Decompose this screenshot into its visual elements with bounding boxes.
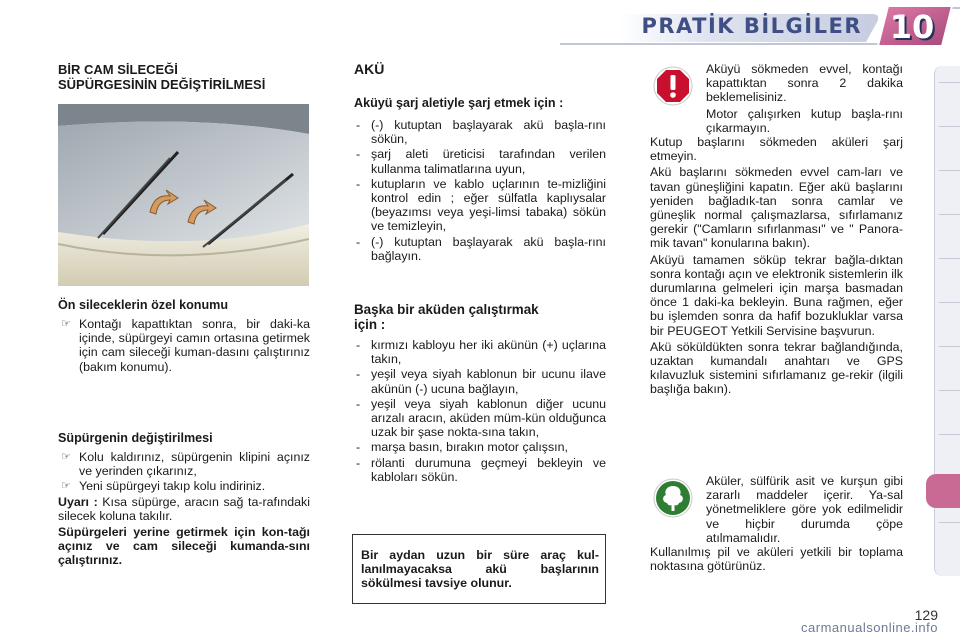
jump-start-steps	[354, 338, 606, 485]
tab-divider	[939, 258, 960, 259]
watermark: carmanualsonline.info	[801, 620, 938, 635]
section-heading: Ön sileceklerin özel konumu	[58, 298, 229, 312]
storage-note-box: Bir aydan uzun bir süre araç kul-lanılmayacaksa akü başlarının sökülmesi tavsiye olunur.	[352, 534, 606, 604]
chapter-number: 10	[889, 8, 935, 46]
list-item: - kırmızı kabloyu her iki akünün (+) uçlarına takın,	[356, 338, 606, 367]
warning-paragraph: Motor çalışırken kutup başla-rını çıkarmayın.	[706, 106, 903, 135]
windshield-wipers-illustration	[58, 104, 309, 286]
list-item: ☞ Yeni süpürgeyi takıp kolu indiriniz.	[61, 479, 266, 494]
list-item: - yeşil veya siyah kablonun diğer ucunu arızalı aracın, aküden müm-kün olduğunca uzak bir şase nokta-sına takın,	[356, 396, 606, 440]
warning-paragraph: Aküyü sökmeden evvel, kontağı kapattıktan sonra 2 dakika beklemelisiniz.	[706, 62, 903, 105]
list-item: - (-) kutuptan başlayarak akü başla-rını bağlayın.	[356, 234, 606, 263]
replacement-text	[58, 450, 310, 570]
tab-divider	[939, 390, 960, 391]
tab-divider	[939, 522, 960, 523]
tab-divider	[939, 170, 960, 171]
tab-divider	[939, 214, 960, 215]
env-paragraph: Aküler, sülfürik asit ve kurşun gibi zararlı maddeler içerir. Ya-sal yönetmeliklere göre yok edilmelidir ve hiçbir durumda çöpe atılmamalıdır.	[706, 474, 903, 545]
tab-divider	[939, 434, 960, 435]
tab-divider	[939, 302, 960, 303]
warning-paragraph: Akü söküldükten sonra tekrar bağlandığında, uzaktan kumandalı anahtarı ve GPS kılavuzluk sistemini sıfırlamanız ge-rekir (ilgili başlığa bakın).	[650, 339, 903, 397]
section-heading: Süpürgenin değiştirilmesi	[58, 431, 213, 445]
jump-start-heading: Başka bir aküden çalıştırmak için :	[354, 302, 539, 332]
battery-warnings	[650, 62, 903, 399]
tab-divider	[939, 82, 960, 83]
hand-pointer-icon: ☞	[61, 318, 71, 330]
special-position-text	[58, 317, 310, 375]
list-item: - kutupların ve kablo uçlarının te-mizliğini kontrol edin ; eğer sülfatla kaplıysalar (beyazımsı veya yeşi-limsi tabaka) sökün ve temizleyin,	[356, 176, 606, 234]
warning-paragraph: Uyarı : Kısa süpürge, aracın sağ ta-rafındaki silecek koluna takılır.	[58, 494, 310, 523]
list-item: ☞ Kontağı kapattıktan sonra, bir daki-ka içinde, süpürgeyi camın ortasına getirmek için cam sileceği kuman-dasını çalıştırınız (bakım konumu).	[61, 317, 310, 374]
page-header-title: PRATİK BİLGİLER	[641, 14, 862, 38]
battery-section-title: AKÜ	[354, 61, 385, 77]
list-item: - rölanti durumuna geçmeyi bekleyin ve kabloları sökün.	[356, 455, 606, 484]
warning-paragraph: Akü başlarını sökmeden evvel cam-ları ve tavan güneşliğini kapatın. Eğer akü başlarını yeniden bağladık-tan sonra camlar ve güneşlik normal çalışmazlarsa, sıfırlamanız gerekir ("Camların sıfırlanması" ve " Panora-mik tavan" konularına bakın).	[650, 165, 903, 251]
page-number: 129	[914, 607, 938, 623]
hand-pointer-icon: ☞	[61, 451, 71, 463]
list-item: - yeşil veya siyah kablonun bir ucunu ilave akünün (-) ucuna bağlayın,	[356, 367, 606, 396]
section-heading: Aküyü şarj aletiyle şarj etmek için :	[354, 96, 564, 110]
wiper-title-line1: BİR CAM SİLECEĞİ	[58, 62, 178, 77]
final-instruction: Süpürgeleri yerine getirmek için kon-tağı açınız ve cam sileceği kumanda-sını çalıştırınız.	[58, 525, 310, 568]
warning-paragraph: Kutup başlarını sökmeden aküleri şarj etmeyin.	[650, 135, 903, 164]
list-item: - marşa basın, bırakın motor çalışsın,	[356, 440, 568, 455]
env-paragraph: Kullanılmış pil ve aküleri yetkili bir toplama noktasına götürünüz.	[650, 545, 903, 574]
list-item: - şarj aleti üreticisi tarafından verilen kullanma talimatlarına uyun,	[356, 147, 606, 176]
list-item: - (-) kutuptan başlayarak akü başla-rını sökün,	[356, 118, 606, 147]
environment-note	[650, 474, 903, 575]
wiper-section-title	[58, 62, 318, 92]
hand-pointer-icon: ☞	[61, 480, 71, 493]
warning-label: Uyarı :	[58, 494, 98, 509]
warning-paragraph: Aküyü tamamen söküp tekrar bağla-dıktan sonra kontağı açın ve elektronik sistemlerin ilk durumlarına gelmeleri için marşa basmadan önce 1 daki-ka bekleyin. Buna rağmen, eğer bu işlemden sonra da hafif bozukluklar varsa bir PEUGEOT Yetkili Servisine başvurun.	[650, 252, 903, 338]
tab-divider	[939, 346, 960, 347]
tab-divider	[939, 126, 960, 127]
active-chapter-tab[interactable]	[926, 474, 960, 508]
charger-steps	[354, 118, 606, 264]
list-item: ☞ Kolu kaldırınız, süpürgenin klipini açınız ve yerinden çıkarınız,	[61, 450, 310, 479]
wiper-title-line2: SÜPÜRGESİNİN DEĞİŞTİRİLMESİ	[58, 77, 266, 92]
